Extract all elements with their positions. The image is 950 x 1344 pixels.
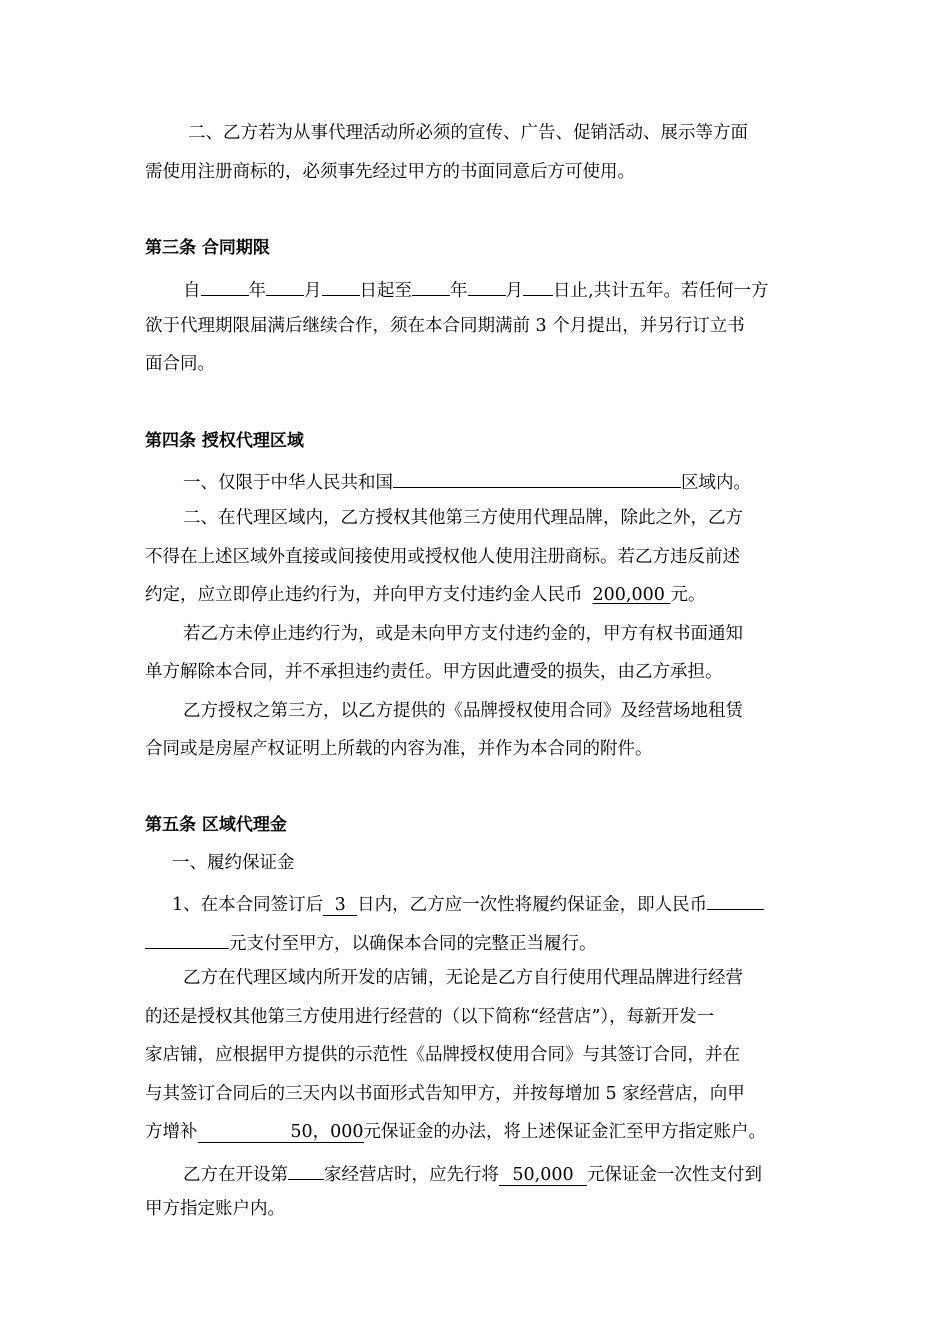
supplement-suffix: 元保证金的办法，将上述保证金汇至甲方指定账户。 xyxy=(363,1122,766,1142)
blank-end-year[interactable] xyxy=(412,275,450,296)
penalty-amount: 200,000 xyxy=(592,585,665,605)
para-3-mid: 家经营店时，应先行将 xyxy=(324,1165,499,1185)
text-year: 年 xyxy=(248,281,266,301)
days-value: 3 xyxy=(323,895,357,916)
item-1-text: 一、仅限于中华人民共和国 xyxy=(183,473,393,493)
article-5-para-2-line-5 xyxy=(145,1120,766,1144)
penalty-unit: 元。 xyxy=(670,585,706,605)
article-5-para-2-line-2: 的还是授权其他第三方使用进行经营的（以下简称“经营店”），每新开发一 xyxy=(145,1007,715,1027)
clause-1-mid: 日内，乙方应一次性将履约保证金，即人民币 xyxy=(357,895,708,915)
blank-start-day[interactable] xyxy=(322,275,360,296)
article-3-title: 第三条 合同期限 xyxy=(145,238,270,258)
text-month-2: 月 xyxy=(505,281,523,301)
article-4-para-4-line-2: 合同或是房屋产权证明上所载的内容为准，并作为本合同的附件。 xyxy=(145,739,653,759)
article-5-item-1: 一、履约保证金 xyxy=(172,853,295,873)
article-4-item-2-line-2: 不得在上述区域外直接或间接使用或授权他人使用注册商标。若乙方违反前述 xyxy=(145,547,740,567)
deposit-amount: 50,000 xyxy=(499,1165,587,1186)
supplement-amount: 50，000 xyxy=(198,1122,364,1143)
article-4-para-3-line-1: 若乙方未停止违约行为，或是未向甲方支付违约金的，甲方有权书面通知 xyxy=(183,624,743,644)
para-3-suffix: 元保证金一次性支付到 xyxy=(587,1165,762,1185)
supplement-text: 方增补 xyxy=(145,1122,198,1142)
text-year-2: 年 xyxy=(450,281,468,301)
article-3-term-line-3: 面合同。 xyxy=(145,354,215,374)
blank-deposit-amount-a[interactable] xyxy=(707,889,764,910)
blank-deposit-amount-b[interactable] xyxy=(145,928,229,949)
text-from: 自 xyxy=(183,281,201,301)
article-4-para-4-line-1: 乙方授权之第三方，以乙方提供的《品牌授权使用合同》及经营场地租赁 xyxy=(183,701,743,721)
clause-1-text: 1、在本合同签订后 xyxy=(172,895,324,915)
blank-start-year[interactable] xyxy=(201,275,249,296)
blank-end-day[interactable] xyxy=(523,275,553,296)
article-3-term-line-2: 欲于代理期限届满后继续合作，须在本合同期满前 3 个月提出，并另行订立书 xyxy=(145,316,745,336)
text-month: 月 xyxy=(304,281,322,301)
article-5-para-2-line-1: 乙方在代理区域内所开发的店铺，无论是乙方自行使用代理品牌进行经营 xyxy=(183,968,743,988)
clause-2-item-2-line-2: 需使用注册商标的，必须事先经过甲方的书面同意后方可使用。 xyxy=(145,162,635,182)
clause-2-item-2-line-1: 二、乙方若为从事代理活动所必须的宣传、广告、促销活动、展示等方面 xyxy=(188,123,748,143)
article-5-title: 第五条 区域代理金 xyxy=(145,815,287,835)
article-4-item-2-line-3 xyxy=(145,583,705,607)
article-5-para-2-line-3: 家店铺，应根据甲方提供的示范性《品牌授权使用合同》与其签订合同，并在 xyxy=(145,1045,740,1065)
blank-store-number[interactable] xyxy=(288,1159,324,1180)
article-5-para-3-line-2: 甲方指定账户内。 xyxy=(145,1199,285,1219)
text-day-to: 日起至 xyxy=(359,281,412,301)
blank-region[interactable] xyxy=(393,467,681,488)
blank-end-month[interactable] xyxy=(468,275,506,296)
article-3-term-line-1 xyxy=(183,275,769,303)
article-4-item-2-line-1: 二、在代理区域内，乙方授权其他第三方使用代理品牌，除此之外，乙方 xyxy=(183,508,743,528)
article-5-para-2-line-4: 与其签订合同后的三天内以书面形式告知甲方，并按每增加 5 家经营店，向甲 xyxy=(145,1084,745,1104)
article-5-clause-1-line-2 xyxy=(145,928,597,956)
para-3-text: 乙方在开设第 xyxy=(183,1165,288,1185)
article-5-para-3-line-1 xyxy=(183,1159,762,1187)
article-4-para-3-line-2: 单方解除本合同，并不承担违约责任。甲方因此遭受的损失，由乙方承担。 xyxy=(145,662,723,682)
article-4-title: 第四条 授权代理区域 xyxy=(145,431,304,451)
article-5-clause-1-line-1 xyxy=(172,889,764,917)
clause-1-suffix: 元支付至甲方，以确保本合同的完整正当履行。 xyxy=(229,934,597,954)
penalty-text: 约定，应立即停止违约行为，并向甲方支付违约金人民币 xyxy=(145,585,583,605)
blank-start-month[interactable] xyxy=(266,275,304,296)
article-4-item-1 xyxy=(183,467,751,495)
item-1-suffix: 区域内。 xyxy=(681,473,751,493)
text-day-end: 日止,共计五年。若任何一方 xyxy=(553,281,769,301)
